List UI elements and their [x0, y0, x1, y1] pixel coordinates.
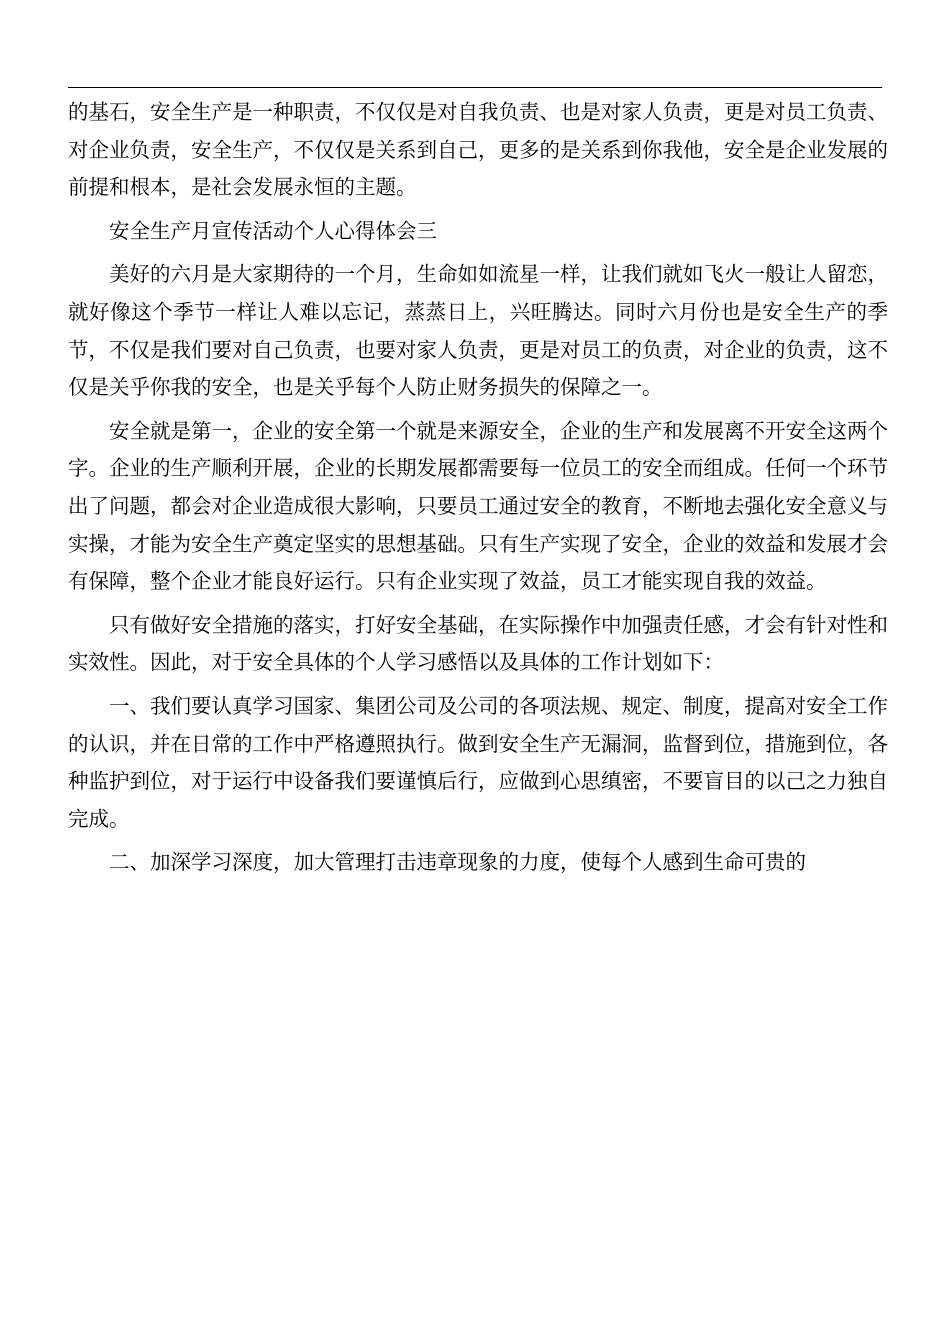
document-body	[68, 94, 888, 888]
section-heading: 安全生产月宣传活动个人心得体会三	[109, 218, 437, 243]
paragraph-4: 安全就是第一，企业的安全第一个就是来源安全，企业的生产和发展离不开安全这两个字。企业的生产顺利开展，企业的长期发展都需要每一位员工的安全而组成。任何一个环节出了问题，都会对企业造成很大影响，只要员工通过安全的教育，不断地去强化安全意义与实操，才能为安全生产奠定坚实的思想基础。只有生产实现了安全，企业的效益和发展才会有保障，整个企业才能良好运行。只有企业实现了效益，员工才能实现自我的效益。	[68, 418, 888, 594]
paragraph-5: 只有做好安全措施的落实，打好安全基础，在实际操作中加强责任感，才会有针对性和实效性。因此，对于安全具体的个人学习感悟以及具体的工作计划如下：	[68, 612, 888, 675]
paragraph-3: 美好的六月是大家期待的一个月，生命如如流星一样，让我们就如飞火一般让人留恋，就好像这个季节一样让人难以忘记，蒸蒸日上，兴旺腾达。同时六月份也是安全生产的季节，不仅是我们要对自己负责，也要对家人负责，更是对员工的负责，对企业的负责，这不仅是关乎你我的安全，也是关乎每个人防止财务损失的保障之一。	[68, 262, 888, 400]
paragraph-6: 一、我们要认真学习国家、集团公司及公司的各项法规、规定、制度，提高对安全工作的认识，并在日常的工作中严格遵照执行。做到安全生产无漏洞，监督到位，措施到位，各种监护到位，对于运行中设备我们要谨慎后行，应做到心思缜密，不要盲目的以己之力独自完成。	[68, 693, 888, 831]
paragraph-1: 的基石，安全生产是一种职责，不仅仅是对自我负责、也是对家人负责，更是对员工负责、对企业负责，安全生产，不仅仅是关系到自己，更多的是关系到你我他，安全是企业发展的前提和根本，是社会发展永恒的主题。	[68, 100, 888, 200]
paragraph-7: 二、加深学习深度，加大管理打击违章现象的力度，使每个人感到生命可贵的	[109, 850, 806, 875]
header-rule	[68, 87, 882, 88]
